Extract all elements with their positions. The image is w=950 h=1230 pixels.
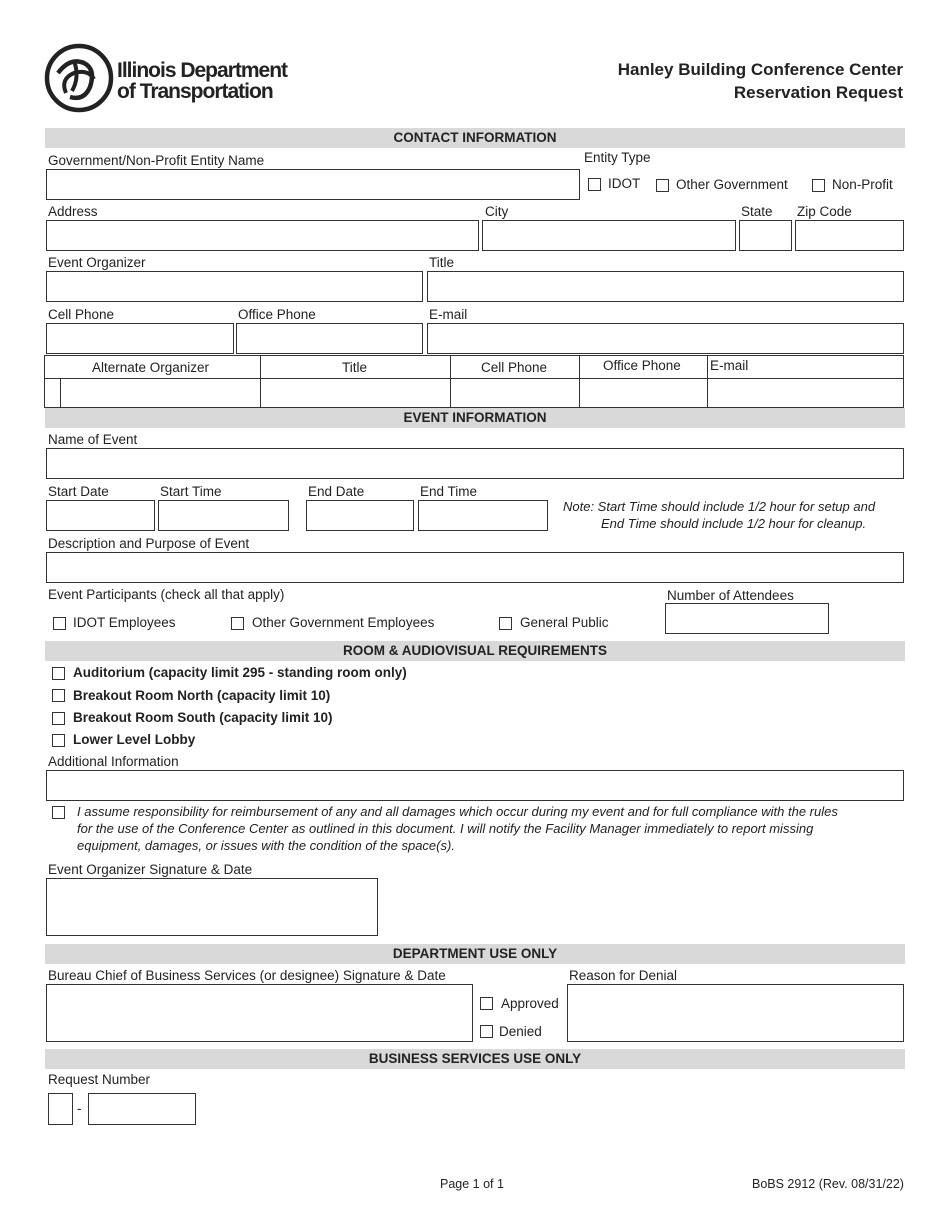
approved-checkbox[interactable] xyxy=(480,997,493,1010)
office-phone-input[interactable] xyxy=(236,323,423,354)
denied-checkbox[interactable] xyxy=(480,1025,493,1038)
organizer-signature-label: Event Organizer Signature & Date xyxy=(48,862,253,877)
participant-public-label: General Public xyxy=(520,615,609,630)
entity-name-input[interactable] xyxy=(46,169,580,200)
end-time-label: End Time xyxy=(420,484,478,499)
cell-phone-input[interactable] xyxy=(46,323,234,354)
participant-other-gov-label: Other Government Employees xyxy=(252,615,435,630)
start-date-label: Start Date xyxy=(48,484,109,499)
description-label: Description and Purpose of Event xyxy=(48,536,250,551)
form-title-line2: Reservation Request xyxy=(733,83,903,102)
office-phone-label: Office Phone xyxy=(238,307,316,322)
agreement-text-line3: equipment, damages, or issues with the condition of the space(s). xyxy=(77,838,455,853)
lower-lobby-label: Lower Level Lobby xyxy=(73,732,196,747)
additional-info-input[interactable] xyxy=(46,770,904,801)
start-time-input[interactable] xyxy=(158,500,289,531)
request-prefix-input[interactable] xyxy=(48,1093,73,1125)
organizer-title-input[interactable] xyxy=(427,271,904,302)
attendees-input[interactable] xyxy=(665,603,829,634)
entity-type-idot-checkbox[interactable] xyxy=(588,178,601,191)
approved-label: Approved xyxy=(501,996,559,1011)
entity-type-idot-label: IDOT xyxy=(608,176,641,191)
request-number-input[interactable] xyxy=(88,1093,196,1125)
idot-logo xyxy=(44,43,304,115)
cell-phone-label: Cell Phone xyxy=(48,307,115,322)
end-date-label: End Date xyxy=(308,484,365,499)
entity-type-other-gov-label: Other Government xyxy=(676,177,788,192)
alt-organizer-header: Alternate Organizer xyxy=(92,360,210,375)
org-name-line1: Illinois Department xyxy=(117,59,288,82)
form-id: BoBS 2912 (Rev. 08/31/22) xyxy=(752,1177,904,1191)
participant-public-checkbox[interactable] xyxy=(499,617,512,630)
end-date-input[interactable] xyxy=(306,500,414,531)
participant-idot-label: IDOT Employees xyxy=(73,615,176,630)
auditorium-label: Auditorium (capacity limit 295 - standing room only) xyxy=(73,665,407,680)
state-input[interactable] xyxy=(739,220,792,251)
email-input[interactable] xyxy=(427,323,904,354)
zip-label: Zip Code xyxy=(797,204,852,219)
time-note-line2: End Time should include 1/2 hour for cleanup. xyxy=(601,516,867,531)
start-date-input[interactable] xyxy=(46,500,155,531)
city-label: City xyxy=(485,204,509,219)
lower-lobby-checkbox[interactable] xyxy=(52,734,65,747)
alt-office-input[interactable] xyxy=(580,379,707,408)
denied-label: Denied xyxy=(499,1024,542,1039)
alt-email-header: E-mail xyxy=(710,358,749,373)
bureau-signature-label: Bureau Chief of Business Services (or designee) Signature & Date xyxy=(48,968,446,983)
organizer-signature-input[interactable] xyxy=(46,878,378,936)
event-name-label: Name of Event xyxy=(48,432,138,447)
alt-title-header: Title xyxy=(342,360,368,375)
event-section-header: EVENT INFORMATION xyxy=(45,408,905,428)
auditorium-checkbox[interactable] xyxy=(52,667,65,680)
email-label: E-mail xyxy=(429,307,468,322)
request-number-dash: - xyxy=(77,1101,82,1116)
entity-name-label: Government/Non-Profit Entity Name xyxy=(48,153,265,168)
alt-organizer-input[interactable] xyxy=(61,379,260,408)
entity-type-other-gov-checkbox[interactable] xyxy=(656,179,669,192)
agreement-checkbox[interactable] xyxy=(52,806,65,819)
agreement-text-line1: I assume responsibility for reimbursement of any and all damages which occur during my event and for full compliance with the rules xyxy=(77,804,838,819)
bureau-signature-input[interactable] xyxy=(46,984,473,1042)
entity-type-nonprofit-label: Non-Profit xyxy=(832,177,893,192)
breakout-south-label: Breakout Room South (capacity limit 10) xyxy=(73,710,333,725)
start-time-label: Start Time xyxy=(160,484,222,499)
additional-info-label: Additional Information xyxy=(48,754,179,769)
zip-input[interactable] xyxy=(795,220,904,251)
end-time-input[interactable] xyxy=(418,500,548,531)
alt-office-header: Office Phone xyxy=(603,358,681,373)
breakout-north-checkbox[interactable] xyxy=(52,689,65,702)
description-input[interactable] xyxy=(46,552,904,583)
time-note-line1: Note: Start Time should include 1/2 hour for setup and xyxy=(563,499,876,514)
room-section-header: ROOM & AUDIOVISUAL REQUIREMENTS xyxy=(45,641,905,661)
contact-section-header: CONTACT INFORMATION xyxy=(45,128,905,148)
event-name-input[interactable] xyxy=(46,448,904,479)
alt-cell-header: Cell Phone xyxy=(481,360,548,375)
request-number-label: Request Number xyxy=(48,1072,151,1087)
address-input[interactable] xyxy=(46,220,479,251)
agreement-text-line2: for the use of the Conference Center as outlined in this document. I will notify the Facility Manager immediately to report missing xyxy=(77,821,814,836)
idot-logo-icon xyxy=(44,43,114,113)
breakout-south-checkbox[interactable] xyxy=(52,712,65,725)
alt-email-input[interactable] xyxy=(708,379,904,408)
participant-idot-checkbox[interactable] xyxy=(53,617,66,630)
entity-type-label: Entity Type xyxy=(584,150,651,165)
department-section-header: DEPARTMENT USE ONLY xyxy=(45,944,905,964)
participants-label: Event Participants (check all that apply) xyxy=(48,587,285,602)
business-section-header: BUSINESS SERVICES USE ONLY xyxy=(45,1049,905,1069)
attendees-label: Number of Attendees xyxy=(667,588,794,603)
page-number: Page 1 of 1 xyxy=(440,1177,504,1191)
denial-reason-label: Reason for Denial xyxy=(569,968,678,983)
state-label: State xyxy=(741,204,773,219)
entity-type-nonprofit-checkbox[interactable] xyxy=(812,179,825,192)
address-label: Address xyxy=(48,204,98,219)
city-input[interactable] xyxy=(482,220,736,251)
alt-cell-input[interactable] xyxy=(451,379,579,408)
event-organizer-input[interactable] xyxy=(46,271,423,302)
form-title-line1: Hanley Building Conference Center xyxy=(617,60,903,79)
event-organizer-label: Event Organizer xyxy=(48,255,146,270)
denial-reason-input[interactable] xyxy=(567,984,904,1042)
alt-title-input[interactable] xyxy=(261,379,450,408)
participant-other-gov-checkbox[interactable] xyxy=(231,617,244,630)
breakout-north-label: Breakout Room North (capacity limit 10) xyxy=(73,688,331,703)
organizer-title-label: Title xyxy=(429,255,455,270)
org-name-line2: of Transportation xyxy=(117,80,273,103)
